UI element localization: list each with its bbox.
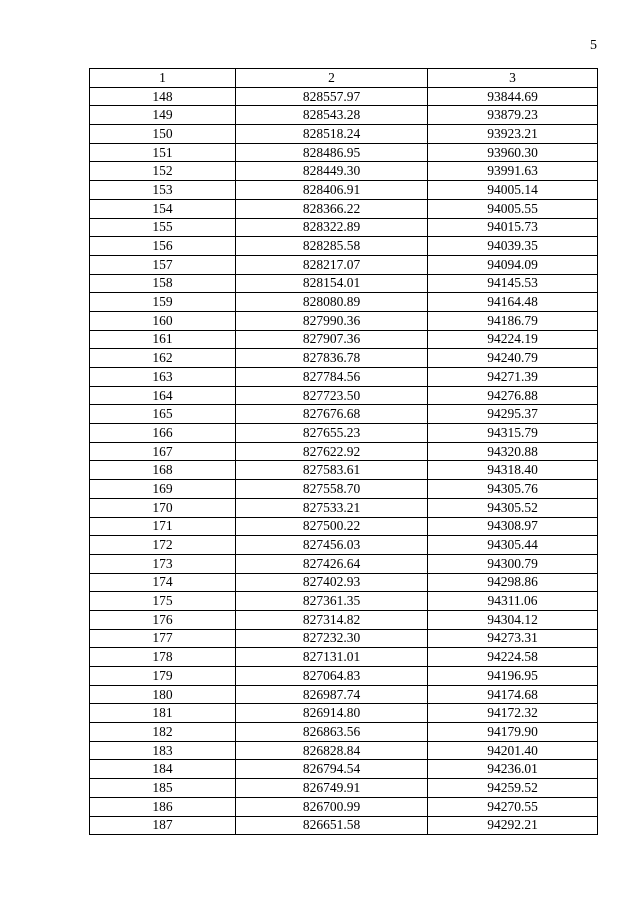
- y-coordinate-cell: 94236.01: [428, 760, 598, 779]
- table-header-row: [90, 69, 598, 88]
- x-coordinate-cell: 828285.58: [236, 237, 428, 256]
- x-coordinate-cell: 827836.78: [236, 349, 428, 368]
- point-number-cell: 168: [90, 461, 236, 480]
- point-number-cell: 186: [90, 797, 236, 816]
- x-coordinate-cell: 826651.58: [236, 816, 428, 835]
- x-coordinate-cell: 826987.74: [236, 685, 428, 704]
- x-coordinate-cell: 827676.68: [236, 405, 428, 424]
- y-coordinate-cell: 93844.69: [428, 87, 598, 106]
- table-row: [90, 704, 598, 723]
- y-coordinate-cell: 93960.30: [428, 143, 598, 162]
- point-number-cell: 173: [90, 554, 236, 573]
- page-number: 5: [590, 38, 597, 53]
- table-row: [90, 517, 598, 536]
- y-coordinate-cell: 94270.55: [428, 797, 598, 816]
- x-coordinate-cell: 827533.21: [236, 498, 428, 517]
- y-coordinate-cell: 94271.39: [428, 368, 598, 387]
- point-number-cell: 169: [90, 480, 236, 499]
- x-coordinate-cell: 828366.22: [236, 199, 428, 218]
- point-number-cell: 149: [90, 106, 236, 125]
- y-coordinate-cell: 94305.76: [428, 480, 598, 499]
- point-number-cell: 179: [90, 667, 236, 686]
- x-coordinate-cell: 827402.93: [236, 573, 428, 592]
- y-coordinate-cell: 94145.53: [428, 274, 598, 293]
- table-row: [90, 723, 598, 742]
- x-coordinate-cell: 828080.89: [236, 293, 428, 312]
- table-row: [90, 181, 598, 200]
- y-coordinate-cell: 94292.21: [428, 816, 598, 835]
- table-row: [90, 199, 598, 218]
- point-number-cell: 156: [90, 237, 236, 256]
- table-row: [90, 125, 598, 144]
- x-coordinate-cell: 827990.36: [236, 311, 428, 330]
- table-row: [90, 442, 598, 461]
- y-coordinate-cell: 94276.88: [428, 386, 598, 405]
- table-row: [90, 311, 598, 330]
- point-number-cell: 180: [90, 685, 236, 704]
- table-row: [90, 667, 598, 686]
- x-coordinate-cell: 827583.61: [236, 461, 428, 480]
- coordinates-table: [89, 68, 598, 835]
- point-number-cell: 172: [90, 536, 236, 555]
- x-coordinate-cell: 827500.22: [236, 517, 428, 536]
- x-coordinate-cell: 827361.35: [236, 592, 428, 611]
- table-row: [90, 480, 598, 499]
- point-number-cell: 167: [90, 442, 236, 461]
- x-coordinate-cell: 827456.03: [236, 536, 428, 555]
- point-number-cell: 174: [90, 573, 236, 592]
- point-number-cell: 159: [90, 293, 236, 312]
- table-row: [90, 816, 598, 835]
- x-coordinate-cell: 826828.84: [236, 741, 428, 760]
- x-coordinate-cell: 827723.50: [236, 386, 428, 405]
- table-row: [90, 274, 598, 293]
- column-header-3: 3: [428, 69, 598, 88]
- x-coordinate-cell: 828322.89: [236, 218, 428, 237]
- table-row: [90, 498, 598, 517]
- y-coordinate-cell: 94224.19: [428, 330, 598, 349]
- point-number-cell: 170: [90, 498, 236, 517]
- x-coordinate-cell: 828486.95: [236, 143, 428, 162]
- point-number-cell: 151: [90, 143, 236, 162]
- x-coordinate-cell: 828449.30: [236, 162, 428, 181]
- point-number-cell: 177: [90, 629, 236, 648]
- table-row: [90, 293, 598, 312]
- table-row: [90, 573, 598, 592]
- y-coordinate-cell: 94300.79: [428, 554, 598, 573]
- point-number-cell: 153: [90, 181, 236, 200]
- column-header-2: 2: [236, 69, 428, 88]
- table-row: [90, 797, 598, 816]
- table-row: [90, 629, 598, 648]
- point-number-cell: 152: [90, 162, 236, 181]
- table-row: [90, 368, 598, 387]
- y-coordinate-cell: 94305.44: [428, 536, 598, 555]
- table-row: [90, 424, 598, 443]
- y-coordinate-cell: 94196.95: [428, 667, 598, 686]
- table-row: [90, 760, 598, 779]
- y-coordinate-cell: 94179.90: [428, 723, 598, 742]
- point-number-cell: 160: [90, 311, 236, 330]
- table-row: [90, 349, 598, 368]
- table-row: [90, 143, 598, 162]
- point-number-cell: 164: [90, 386, 236, 405]
- table-row: [90, 162, 598, 181]
- y-coordinate-cell: 94094.09: [428, 255, 598, 274]
- table-row: [90, 554, 598, 573]
- table-row: [90, 218, 598, 237]
- x-coordinate-cell: 827064.83: [236, 667, 428, 686]
- x-coordinate-cell: 827314.82: [236, 610, 428, 629]
- point-number-cell: 163: [90, 368, 236, 387]
- y-coordinate-cell: 94005.14: [428, 181, 598, 200]
- point-number-cell: 185: [90, 779, 236, 798]
- x-coordinate-cell: 827232.30: [236, 629, 428, 648]
- table-row: [90, 330, 598, 349]
- table-row: [90, 741, 598, 760]
- y-coordinate-cell: 94174.68: [428, 685, 598, 704]
- point-number-cell: 157: [90, 255, 236, 274]
- x-coordinate-cell: 828518.24: [236, 125, 428, 144]
- y-coordinate-cell: 94186.79: [428, 311, 598, 330]
- y-coordinate-cell: 94240.79: [428, 349, 598, 368]
- y-coordinate-cell: 93879.23: [428, 106, 598, 125]
- point-number-cell: 171: [90, 517, 236, 536]
- x-coordinate-cell: 828406.91: [236, 181, 428, 200]
- x-coordinate-cell: 828154.01: [236, 274, 428, 293]
- y-coordinate-cell: 94311.06: [428, 592, 598, 611]
- point-number-cell: 150: [90, 125, 236, 144]
- point-number-cell: 178: [90, 648, 236, 667]
- y-coordinate-cell: 94273.31: [428, 629, 598, 648]
- y-coordinate-cell: 93991.63: [428, 162, 598, 181]
- y-coordinate-cell: 94172.32: [428, 704, 598, 723]
- x-coordinate-cell: 826794.54: [236, 760, 428, 779]
- table-row: [90, 87, 598, 106]
- point-number-cell: 187: [90, 816, 236, 835]
- point-number-cell: 176: [90, 610, 236, 629]
- y-coordinate-cell: 94318.40: [428, 461, 598, 480]
- x-coordinate-cell: 826914.80: [236, 704, 428, 723]
- x-coordinate-cell: 827784.56: [236, 368, 428, 387]
- y-coordinate-cell: 94305.52: [428, 498, 598, 517]
- x-coordinate-cell: 827907.36: [236, 330, 428, 349]
- point-number-cell: 181: [90, 704, 236, 723]
- y-coordinate-cell: 94315.79: [428, 424, 598, 443]
- point-number-cell: 184: [90, 760, 236, 779]
- y-coordinate-cell: 94201.40: [428, 741, 598, 760]
- y-coordinate-cell: 94164.48: [428, 293, 598, 312]
- y-coordinate-cell: 94039.35: [428, 237, 598, 256]
- table-row: [90, 779, 598, 798]
- table-row: [90, 592, 598, 611]
- table-row: [90, 255, 598, 274]
- column-header-1: 1: [90, 69, 236, 88]
- point-number-cell: 155: [90, 218, 236, 237]
- table-row: [90, 106, 598, 125]
- x-coordinate-cell: 828543.28: [236, 106, 428, 125]
- point-number-cell: 183: [90, 741, 236, 760]
- table-row: [90, 610, 598, 629]
- y-coordinate-cell: 94005.55: [428, 199, 598, 218]
- y-coordinate-cell: 94304.12: [428, 610, 598, 629]
- point-number-cell: 148: [90, 87, 236, 106]
- x-coordinate-cell: 826863.56: [236, 723, 428, 742]
- table-row: [90, 237, 598, 256]
- x-coordinate-cell: 827426.64: [236, 554, 428, 573]
- x-coordinate-cell: 826749.91: [236, 779, 428, 798]
- table-row: [90, 386, 598, 405]
- x-coordinate-cell: 828557.97: [236, 87, 428, 106]
- point-number-cell: 162: [90, 349, 236, 368]
- point-number-cell: 158: [90, 274, 236, 293]
- table-body: [90, 87, 598, 835]
- table-row: [90, 461, 598, 480]
- y-coordinate-cell: 94015.73: [428, 218, 598, 237]
- y-coordinate-cell: 94298.86: [428, 573, 598, 592]
- y-coordinate-cell: 93923.21: [428, 125, 598, 144]
- y-coordinate-cell: 94259.52: [428, 779, 598, 798]
- table-row: [90, 685, 598, 704]
- y-coordinate-cell: 94308.97: [428, 517, 598, 536]
- table-row: [90, 536, 598, 555]
- point-number-cell: 182: [90, 723, 236, 742]
- x-coordinate-cell: 827558.70: [236, 480, 428, 499]
- x-coordinate-cell: 827131.01: [236, 648, 428, 667]
- point-number-cell: 166: [90, 424, 236, 443]
- x-coordinate-cell: 827622.92: [236, 442, 428, 461]
- y-coordinate-cell: 94320.88: [428, 442, 598, 461]
- table-row: [90, 648, 598, 667]
- table-row: [90, 405, 598, 424]
- x-coordinate-cell: 828217.07: [236, 255, 428, 274]
- point-number-cell: 165: [90, 405, 236, 424]
- point-number-cell: 154: [90, 199, 236, 218]
- x-coordinate-cell: 827655.23: [236, 424, 428, 443]
- y-coordinate-cell: 94295.37: [428, 405, 598, 424]
- point-number-cell: 175: [90, 592, 236, 611]
- x-coordinate-cell: 826700.99: [236, 797, 428, 816]
- point-number-cell: 161: [90, 330, 236, 349]
- y-coordinate-cell: 94224.58: [428, 648, 598, 667]
